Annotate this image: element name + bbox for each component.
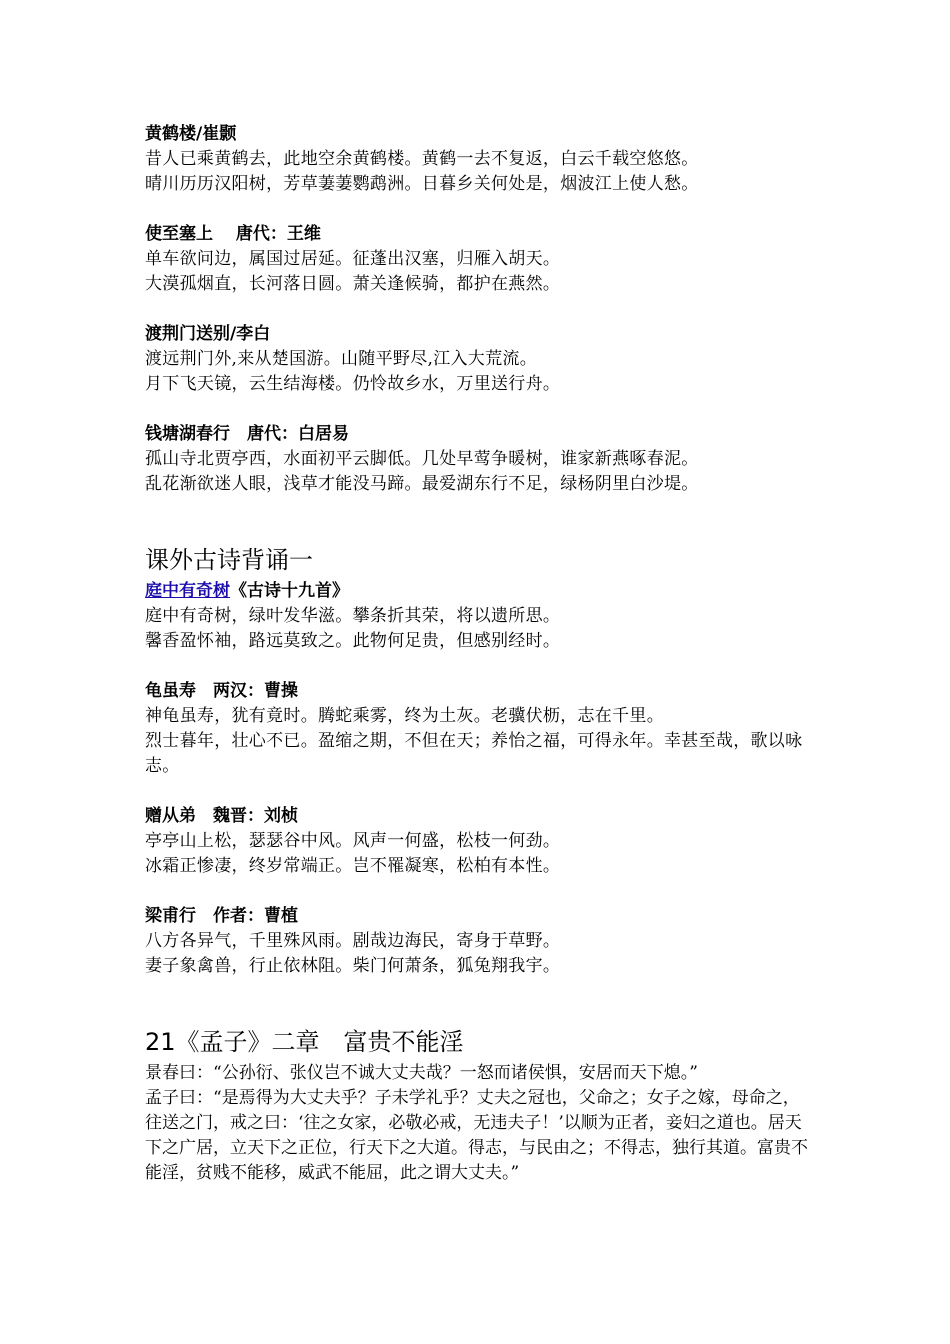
poem-heading — [145, 579, 815, 604]
poem-heading: 赠从弟 魏晋：刘桢 — [145, 806, 298, 826]
poem-line: 妻子象禽兽，行止依林阻。柴门何萧条，狐兔翔我宇。 — [145, 956, 561, 976]
poem-line: 单车欲问边，属国过居延。征蓬出汉塞，归雁入胡天。 — [145, 249, 561, 269]
poem-line: 渡远荆门外,来从楚国游。山随平野尽,江入大荒流。 — [145, 349, 538, 369]
poem-line: 神龟虽寿，犹有竟时。腾蛇乘雾，终为土灰。老骥伏枥，志在千里。 — [145, 706, 664, 726]
poem-block — [145, 804, 815, 879]
poem-line: 亭亭山上松，瑟瑟谷中风。风声一何盛，松枝一何劲。 — [145, 831, 561, 851]
poem-heading: 渡荆门送别/李白 — [145, 324, 271, 344]
poem-heading: 梁甫行 作者：曹植 — [145, 906, 298, 926]
poem-block — [145, 679, 815, 779]
poem-block — [145, 904, 815, 979]
poem-heading: 钱塘湖春行 唐代：白居易 — [145, 424, 349, 444]
poem-line: 孤山寺北贾亭西，水面初平云脚低。几处早莺争暖树，谁家新燕啄春泥。 — [145, 449, 699, 469]
poem-line: 晴川历历汉阳树，芳草萋萋鹦鹉洲。日暮乡关何处是，烟波江上使人愁。 — [145, 174, 699, 194]
poem-line: 乱花渐欲迷人眼，浅草才能没马蹄。最爱湖东行不足，绿杨阴里白沙堤。 — [145, 474, 699, 494]
section-title: 课外古诗背诵一 — [145, 546, 313, 574]
poem-line: 大漠孤烟直，长河落日圆。萧关逢候骑，都护在燕然。 — [145, 274, 561, 294]
poem-heading: 龟虽寿 两汉：曹操 — [145, 681, 298, 701]
poem-source: 《古诗十九首》 — [230, 581, 349, 601]
poem-line: 馨香盈怀袖，路远莫致之。此物何足贵，但感别经时。 — [145, 631, 561, 651]
poem-link[interactable]: 庭中有奇树 — [145, 581, 230, 601]
prose-paragraph: 孟子曰：“是焉得为大丈夫乎？子未学礼乎？丈夫之冠也，父命之；女子之嫁，母命之，往送之门，戒之曰：‘往之女家，必敬必戒，无违夫子！’以顺为正者，妾妇之道也。居天下之广居，立天下之正位，行天下之大道。得志，与民由之；不得志，独行其道。富贵不能淫，贫贱不能移，威武不能屈，此之谓大丈夫。” — [145, 1088, 808, 1183]
poem-block — [145, 322, 815, 397]
poem-block — [145, 422, 815, 497]
poem-heading: 使至塞上 唐代：王维 — [145, 224, 321, 244]
poem-line: 烈士暮年，壮心不已。盈缩之期，不但在天；养怡之福，可得永年。幸甚至哉，歌以咏志。 — [145, 731, 803, 776]
poem-block — [145, 122, 815, 197]
prose-paragraph: 景春曰：“公孙衍、张仪岂不诚大丈夫哉？一怒而诸侯惧，安居而天下熄。” — [145, 1063, 698, 1083]
poem-line: 庭中有奇树，绿叶发华滋。攀条折其荣，将以遗所思。 — [145, 606, 561, 626]
poem-heading: 黄鹤楼/崔颢 — [145, 124, 237, 144]
poem-line: 冰霜正惨凄，终岁常端正。岂不罹凝寒，松柏有本性。 — [145, 856, 561, 876]
poem-line: 八方各异气，千里殊风雨。剧哉边海民，寄身于草野。 — [145, 931, 561, 951]
poem-line: 昔人已乘黄鹤去，此地空余黄鹤楼。黄鹤一去不复返，白云千载空悠悠。 — [145, 149, 699, 169]
poem-line: 月下飞天镜，云生结海楼。仍怜故乡水，万里送行舟。 — [145, 374, 561, 394]
poem-block — [145, 222, 815, 297]
section-title: 21《孟子》二章 富贵不能淫 — [145, 1028, 464, 1056]
document-page — [145, 122, 815, 1186]
poem-block — [145, 579, 815, 654]
